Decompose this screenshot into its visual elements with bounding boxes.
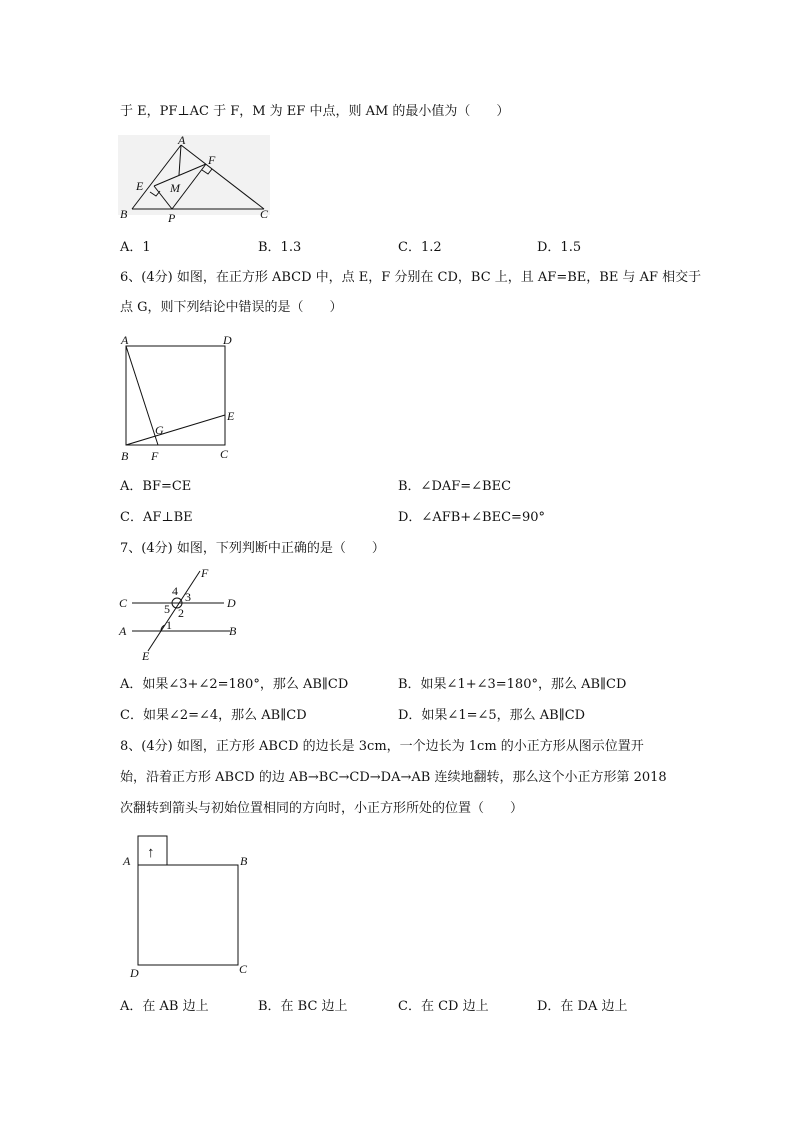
label-C: C — [260, 207, 269, 221]
label-E: E — [136, 179, 144, 193]
square-ABCD — [138, 865, 238, 965]
label-B: B — [240, 854, 248, 868]
seg-BE — [126, 415, 225, 445]
label-E: E — [142, 649, 150, 663]
arrow-up-icon: ↑ — [147, 845, 155, 861]
q6-option-a: A．BF=CE — [120, 479, 192, 494]
q5-option-a: A．1 — [120, 240, 151, 255]
label-C: C — [220, 447, 229, 461]
label-A: A — [121, 333, 129, 347]
q6-option-c: C．AF⊥BE — [120, 510, 193, 525]
q6-stem-line1: 6、(4分) 如图，在正方形 ABCD 中，点 E，F 分别在 CD，BC 上，且 AF=BE，BE 与 AF 相交于 — [120, 270, 702, 285]
q7-option-a: A．如果∠3+∠2=180°，那么 AB∥CD — [120, 677, 349, 692]
q7-option-d: D．如果∠1=∠5，那么 AB∥CD — [398, 708, 586, 723]
q5-stem: 于 E，PF⊥AC 于 F，M 为 EF 中点，则 AM 的最小值为（ ） — [120, 104, 510, 119]
q5-figure — [118, 135, 278, 225]
q6-figure — [118, 330, 248, 466]
line-EF — [148, 571, 200, 651]
label-C: C — [239, 962, 248, 976]
label-A: A — [123, 854, 131, 868]
q8-stem-line3: 次翻转到箭头与初始位置相同的方向时，小正方形所处的位置（ ） — [120, 801, 524, 816]
label-A: A — [178, 135, 186, 147]
q8-stem-line1: 8、(4分) 如图，正方形 ABCD 的边长是 3cm，一个边长为 1cm 的小正方形从图示位置开 — [120, 739, 644, 754]
label-M: M — [170, 181, 180, 195]
label-D: D — [227, 596, 236, 610]
label-G: G — [155, 423, 164, 437]
label-B: B — [121, 449, 129, 463]
label-D: D — [223, 333, 232, 347]
label-angle-5: 5 — [164, 602, 170, 616]
seg-AF — [126, 346, 158, 445]
q8-figure — [118, 832, 258, 982]
label-D: D — [130, 966, 139, 980]
label-F: F — [151, 449, 159, 463]
label-A: A — [119, 624, 127, 638]
label-angle-3: 3 — [185, 590, 191, 604]
label-B: B — [229, 624, 237, 638]
q8-option-b: B．在 BC 边上 — [258, 999, 348, 1014]
label-F: F — [201, 566, 209, 580]
q6-stem-line2: 点 G，则下列结论中错误的是（ ） — [120, 300, 343, 315]
q8-option-a: A．在 AB 边上 — [120, 999, 209, 1014]
label-P: P — [168, 211, 176, 225]
q6-option-b: B．∠DAF=∠BEC — [398, 479, 512, 494]
q7-option-b: B．如果∠1+∠3=180°，那么 AB∥CD — [398, 677, 627, 692]
label-B: B — [120, 207, 128, 221]
q8-option-d: D．在 DA 边上 — [537, 999, 628, 1014]
label-angle-2: 2 — [178, 606, 184, 620]
q6-option-d: D．∠AFB+∠BEC=90° — [398, 510, 545, 525]
q7-option-c: C．如果∠2=∠4，那么 AB∥CD — [120, 708, 307, 723]
q5-option-c: C．1.2 — [398, 240, 442, 255]
label-E: E — [227, 409, 235, 423]
q7-stem-line1: 7、(4分) 如图，下列判断中正确的是（ ） — [120, 541, 385, 556]
q5-option-d: D．1.5 — [537, 240, 582, 255]
q8-stem-line2: 始，沿着正方形 ABCD 的边 AB→BC→CD→DA→AB 连续地翻转，那么这个小正方形第 2018 — [120, 770, 667, 785]
q5-figure-bg — [118, 135, 270, 215]
label-C: C — [119, 596, 128, 610]
q5-option-b: B．1.3 — [258, 240, 302, 255]
label-F: F — [208, 153, 216, 167]
q8-option-c: C．在 CD 边上 — [398, 999, 489, 1014]
label-angle-4: 4 — [172, 584, 178, 598]
q7-figure — [118, 563, 248, 663]
label-angle-1: 1 — [166, 618, 172, 632]
